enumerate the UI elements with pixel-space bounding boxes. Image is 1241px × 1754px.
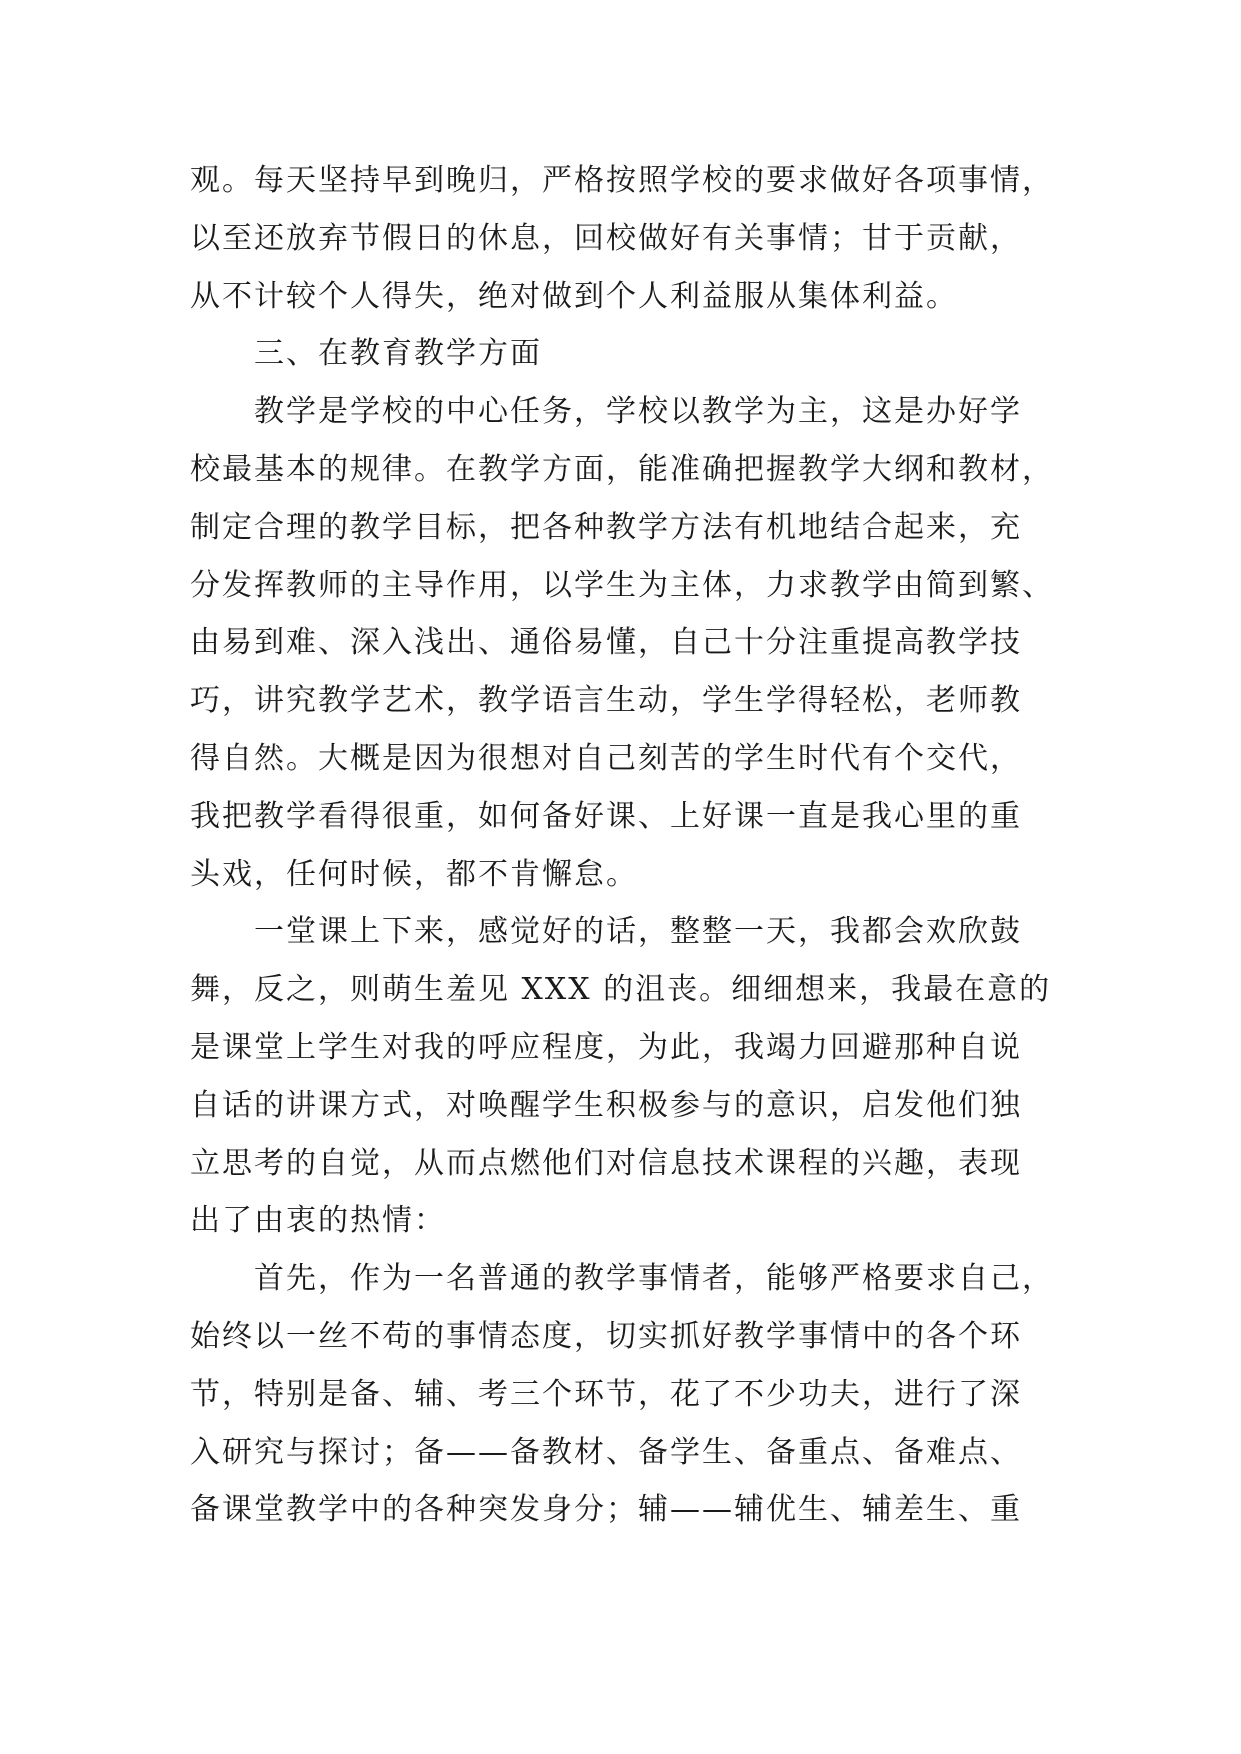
text-line: 观。每天坚持早到晚归，严格按照学校的要求做好各项事情，: [190, 163, 1054, 198]
text-line: 由易到难、深入浅出、通俗易懂，自己十分注重提高教学技: [190, 625, 1022, 661]
text-line: 自话的讲课方式，对唤醒学生积极参与的意识，启发他们独: [190, 1087, 1022, 1123]
text-line: 立思考的自觉，从而点燃他们对信息技术课程的兴趣，表现: [190, 1145, 1022, 1181]
text-line: 舞，反之，则萌生羞见 XXX 的沮丧。细细想来，我最在意的: [190, 972, 1052, 1008]
text-line: 巧，讲究教学艺术，教学语言生动，学生学得轻松，老师教: [190, 683, 1022, 719]
text-line: 以至还放弃节假日的休息，回校做好有关事情；甘于贡献，: [190, 220, 1022, 256]
text-line: 从不计较个人得失，绝对做到个人利益服从集体利益。: [190, 278, 958, 314]
paragraph-first-line: 三、在教育教学方面: [254, 336, 542, 372]
text-line: 分发挥教师的主导作用，以学生为主体，力求教学由简到繁、: [190, 567, 1054, 603]
text-line: 节，特别是备、辅、考三个环节，花了不少功夫，进行了深: [190, 1376, 1022, 1412]
paragraph-first-line: 一堂课上下来，感觉好的话，整整一天，我都会欢欣鼓: [254, 914, 1022, 950]
text-line: 校最基本的规律。在教学方面，能准确把握教学大纲和教材，: [190, 451, 1054, 487]
text-line: 头戏，任何时候，都不肯懈怠。: [190, 856, 638, 892]
paragraph-first-line: 首先，作为一名普通的教学事情者，能够严格要求自己，: [254, 1261, 1054, 1297]
paragraph-first-line: 教学是学校的中心任务，学校以教学为主，这是办好学: [254, 394, 1022, 430]
text-line: 始终以一丝不苟的事情态度，切实抓好教学事情中的各个环: [190, 1318, 1022, 1354]
text-line: 备课堂教学中的各种突发身分；辅——辅优生、辅差生、重: [190, 1492, 1022, 1528]
text-line: 是课堂上学生对我的呼应程度，为此，我竭力回避那种自说: [190, 1029, 1022, 1065]
text-line: 制定合理的教学目标，把各种教学方法有机地结合起来，充: [190, 509, 1022, 545]
text-line: 我把教学看得很重，如何备好课、上好课一直是我心里的重: [190, 798, 1022, 834]
text-line: 得自然。大概是因为很想对自己刻苦的学生时代有个交代，: [190, 740, 1022, 776]
text-line: 出了由衷的热情：: [190, 1203, 446, 1239]
text-line: 入研究与探讨；备——备教材、备学生、备重点、备难点、: [190, 1434, 1022, 1470]
document-body: [190, 152, 1070, 1539]
